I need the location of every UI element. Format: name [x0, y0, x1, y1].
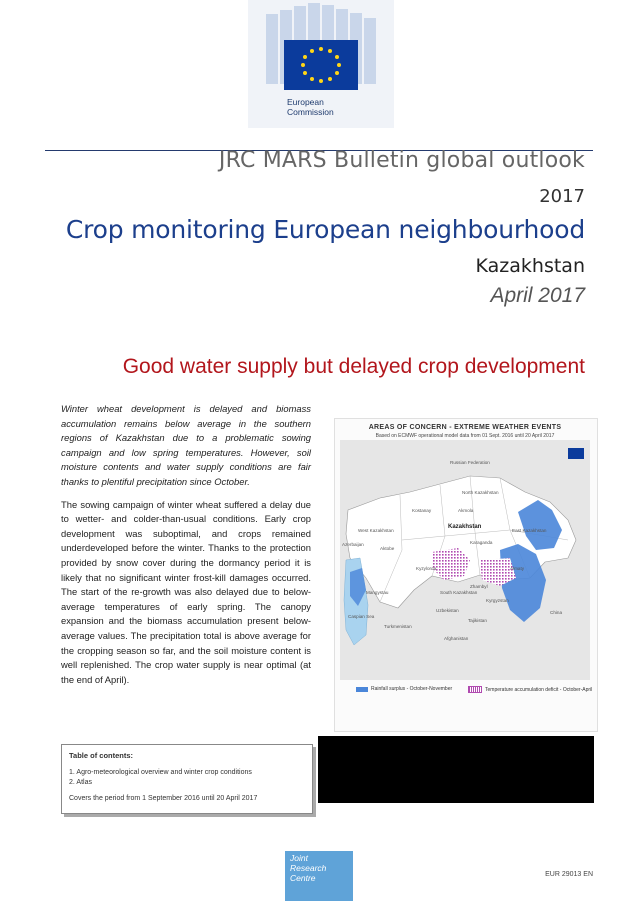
- toc-item[interactable]: 2. Atlas: [69, 779, 92, 786]
- svg-text:Kyrgyzstan: Kyrgyzstan: [486, 598, 509, 603]
- logo-text: European Commission: [287, 97, 334, 117]
- table-of-contents: [61, 744, 313, 814]
- svg-text:Zhambyl: Zhambyl: [470, 584, 488, 589]
- bulletin-title: JRC MARS Bulletin global outlook: [218, 148, 585, 173]
- svg-text:Karaganda: Karaganda: [470, 540, 493, 545]
- svg-text:China: China: [550, 610, 563, 615]
- main-paragraph: The sowing campaign of winter wheat suffered a delay due to wetter- and colder-than-usual conditions. Early crop development was suboptimal, and crops remained underdeveloped before the winter. Thanks to the protection provided by snow cover during the dormancy period it is likely that no significant winter frost-kill damages occurred. The start of the re-growth was also delayed due to below-average temperatures of early spring. The canopy expansion and the biomass accumulation present below-average values. The precipitation total is above average for the cropping season so far, and the soil moisture content is well replenished. The crop water supply is near optimal (at the end of April).: [61, 498, 311, 685]
- svg-text:Tajikistan: Tajikistan: [468, 618, 487, 623]
- body-text: [61, 402, 311, 695]
- summary-paragraph: Winter wheat development is delayed and biomass accumulation remains below average in the southern regions of Kazakhstan due to a problematic sowing campaign and low spring temperatures. However, soil moisture contents and water supply conditions are fair thanks to plentiful precipitation since October.: [61, 403, 311, 487]
- svg-text:Afghanistan: Afghanistan: [444, 636, 469, 641]
- temperature-swatch: [468, 686, 482, 693]
- map-subtitle: Based on ECMWF operational model data from 01 Sept. 2016 until 20 April 2017: [375, 433, 555, 439]
- year: 2017: [539, 186, 585, 207]
- svg-text:Turkmenistan: Turkmenistan: [384, 624, 412, 629]
- svg-text:South Kazakhstan: South Kazakhstan: [440, 590, 478, 595]
- svg-text:East Kazakhstan: East Kazakhstan: [512, 528, 547, 533]
- redacted-box: [318, 736, 594, 803]
- headline: Good water supply but delayed crop development: [122, 355, 585, 378]
- svg-text:Kyzylorda: Kyzylorda: [416, 566, 437, 571]
- svg-text:West Kazakhstan: West Kazakhstan: [358, 528, 394, 533]
- kazakhstan-label: Kazakhstan: [448, 524, 482, 530]
- svg-text:Azerbaijan: Azerbaijan: [342, 542, 364, 547]
- svg-text:Kostanay: Kostanay: [412, 508, 432, 513]
- svg-text:Almaty: Almaty: [510, 566, 525, 571]
- kazakhstan-map: [340, 440, 590, 680]
- toc-period: Covers the period from 1 September 2016 until 20 April 2017: [69, 795, 258, 802]
- svg-text:Akmola: Akmola: [458, 508, 474, 513]
- svg-text:Uzbekistan: Uzbekistan: [436, 608, 459, 613]
- map-title: AREAS OF CONCERN - EXTREME WEATHER EVENTS: [368, 424, 562, 431]
- rainfall-swatch: [356, 687, 368, 692]
- russia-label: Russian Federation: [450, 460, 490, 465]
- legend-rainfall: Rainfall surplus - October-November: [356, 686, 452, 692]
- toc-heading: Table of contents:: [69, 751, 134, 760]
- svg-text:Aktobe: Aktobe: [380, 546, 395, 551]
- svg-text:Caspian Sea: Caspian Sea: [348, 614, 375, 619]
- issue-date: April 2017: [490, 284, 585, 307]
- eur-code: EUR 29013 EN: [545, 871, 593, 878]
- main-title: Crop monitoring European neighbourhood: [65, 215, 585, 244]
- svg-text:North Kazakhstan: North Kazakhstan: [462, 490, 499, 495]
- svg-text:Mangystau: Mangystau: [366, 590, 389, 595]
- legend-temperature: Temperature accumulation deficit - October-April: [468, 686, 592, 693]
- jrc-logo-text: Joint Research Centre: [290, 853, 327, 883]
- country: Kazakhstan: [475, 255, 585, 277]
- toc-item[interactable]: 1. Agro-meteorological overview and winter crop conditions: [69, 769, 252, 776]
